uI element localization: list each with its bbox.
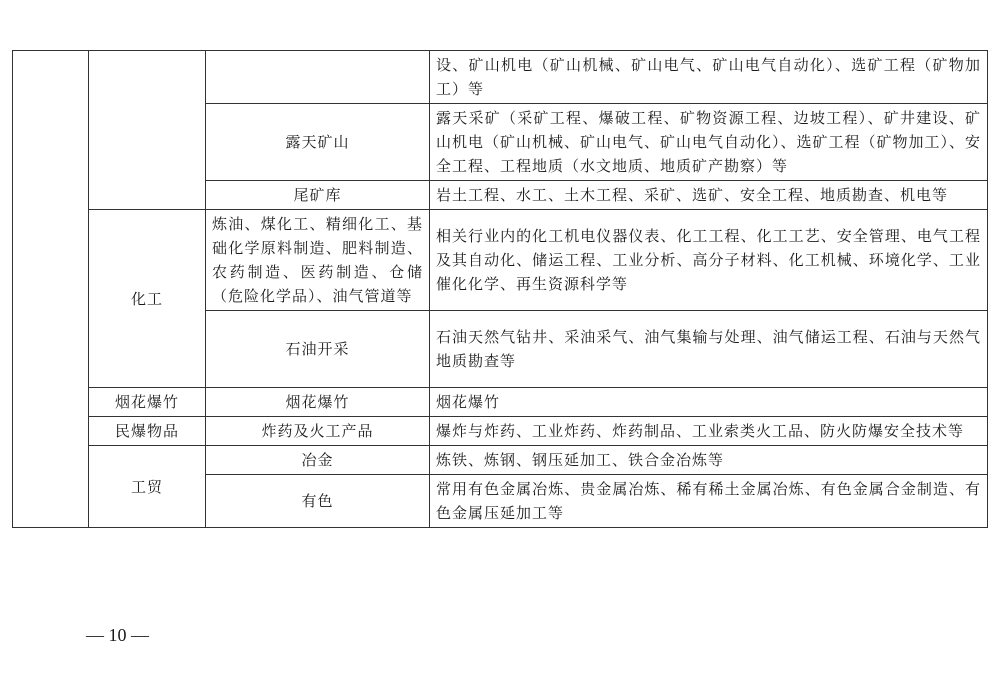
subcategory-cell: 炸药及火工产品 [206,417,430,446]
specialty-cell: 岩土工程、水工、土木工程、采矿、选矿、安全工程、地质勘查、机电等 [430,181,988,210]
table-row [13,51,988,104]
table-row [13,388,988,417]
specialty-cell: 相关行业内的化工机电仪器仪表、化工工程、化工工艺、安全管理、电气工程及其自动化、储运工程、工业分析、高分子材料、化工机械、环境化学、工业催化化学、再生资源科学等 [430,210,988,311]
industry-cell: 民爆物品 [89,417,206,446]
subcategory-cell [206,51,430,104]
page-number: — 10 — [86,625,149,645]
subcategory-cell: 炼油、煤化工、精细化工、基础化学原料制造、肥料制造、农药制造、医药制造、仓储（危险化学品）、油气管道等 [206,210,430,311]
subcategory-cell: 石油开采 [206,311,430,388]
specialty-cell: 常用有色金属冶炼、贵金属冶炼、稀有稀土金属冶炼、有色金属合金制造、有色金属压延加工等 [430,475,988,528]
industry-cell: 工贸 [89,446,206,528]
specialty-cell: 露天采矿（采矿工程、爆破工程、矿物资源工程、边坡工程）、矿井建设、矿山机电（矿山机械、矿山电气、矿山电气自动化）、选矿工程（矿物加工）、安全工程、工程地质（水文地质、地质矿产勘察）等 [430,104,988,181]
specialty-cell: 爆炸与炸药、工业炸药、炸药制品、工业索类火工品、防火防爆安全技术等 [430,417,988,446]
subcategory-cell: 尾矿库 [206,181,430,210]
subcategory-cell: 烟花爆竹 [206,388,430,417]
specialty-cell: 炼铁、炼钢、钢压延加工、铁合金冶炼等 [430,446,988,475]
industry-cell: 烟花爆竹 [89,388,206,417]
industry-cell: 化工 [89,210,206,388]
industry-cell [89,51,206,210]
specialty-cell: 石油天然气钻井、采油采气、油气集输与处理、油气储运工程、石油与天然气地质勘查等 [430,311,988,388]
table-row [13,417,988,446]
specialty-cell: 设、矿山机电（矿山机械、矿山电气、矿山电气自动化）、选矿工程（矿物加工）等 [430,51,988,104]
table-row [13,446,988,475]
subcategory-cell: 冶金 [206,446,430,475]
specialty-cell: 烟花爆竹 [430,388,988,417]
specialty-table [12,50,988,528]
subcategory-cell: 有色 [206,475,430,528]
subcategory-cell: 露天矿山 [206,104,430,181]
category-cell [13,51,89,528]
table-row [13,210,988,311]
